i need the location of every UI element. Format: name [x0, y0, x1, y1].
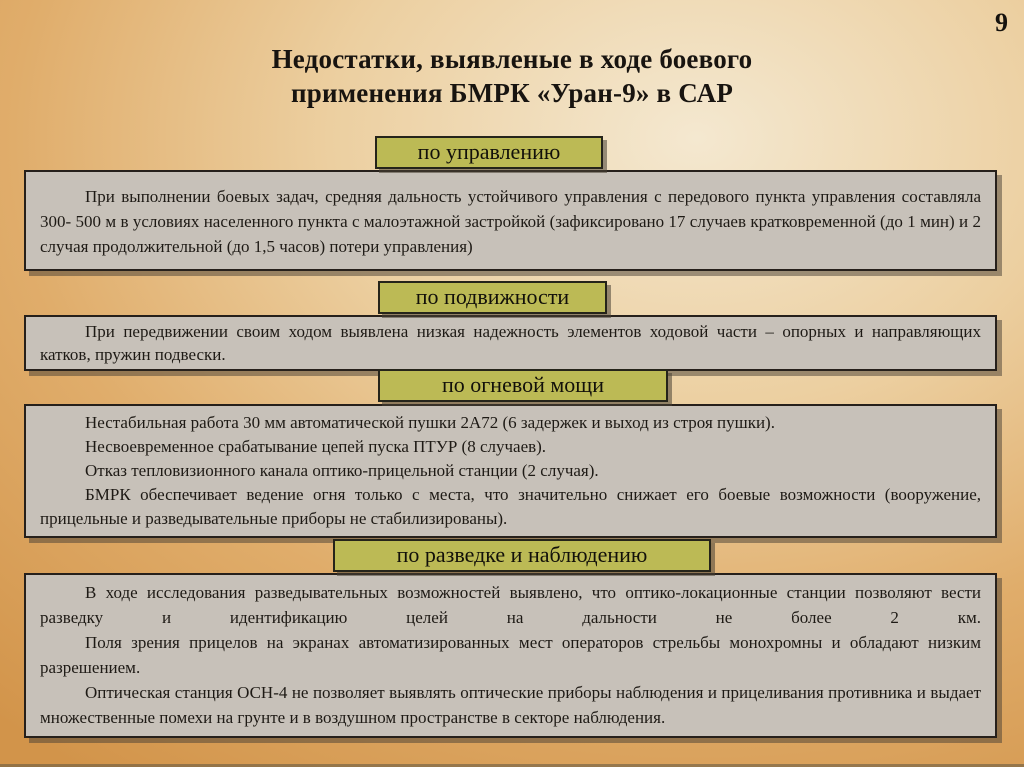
- section-box-control: [24, 170, 997, 271]
- paragraph: Поля зрения прицелов на экранах автоматизированных мест операторов стрельбы монохромны и обладают низким разрешением.: [40, 633, 981, 677]
- paragraph: При выполнении боевых задач, средняя дальность устойчивого управления с передового пункта управления составляла 300- 500 м в условиях населенного пункта с малоэтажной застройкой (зафиксировано 17 случаев кратковременной (до 1 мин) и 2 случая продолжительной (до 1,5 часов) потери управления): [40, 187, 981, 256]
- paragraph: При передвижении своим ходом выявлена низкая надежность элементов ходовой части – опорных и направляющих катков, пружин подвески.: [40, 322, 981, 364]
- section-header-mobility: по подвижности: [378, 281, 607, 314]
- paragraph: В ходе исследования разведывательных возможностей выявлено, что оптико-локационные станции позволяют вести разведку и идентификацию целей на дальности не более 2 км.: [40, 583, 981, 627]
- section-header-control: по управлению: [375, 136, 603, 169]
- slide-title-line2: применения БМРК «Уран-9» в САР: [290, 78, 734, 108]
- page-number: 9: [995, 8, 1008, 37]
- paragraph: Отказ тепловизионного канала оптико-прицельной станции (2 случая).: [85, 461, 599, 480]
- paragraph: БМРК обеспечивает ведение огня только с места, что значительно снижает его боевые возможности (вооружение, прицельные и разведывательные приборы не стабилизированы).: [40, 485, 981, 528]
- section-header-reconnaissance: по разведке и наблюдению: [333, 539, 711, 572]
- section-box-mobility: [24, 315, 997, 371]
- section-box-firepower: [24, 404, 997, 538]
- slide-title-line1: Недостатки, выявленые в ходе боевого: [271, 44, 753, 74]
- section-header-firepower: по огневой мощи: [378, 369, 668, 402]
- section-box-reconnaissance: [24, 573, 997, 738]
- slide-title: [0, 42, 1024, 110]
- paragraph: Несвоевременное срабатывание цепей пуска ПТУР (8 случаев).: [85, 437, 547, 456]
- paragraph: Оптическая станция ОСН-4 не позволяет выявлять оптические приборы наблюдения и прицеливания противника и выдает множественные помехи на грунте и в воздушном пространстве в секторе наблюдения.: [40, 683, 981, 727]
- paragraph: Нестабильная работа 30 мм автоматической пушки 2А72 (6 задержек и выход из строя пушки).: [85, 413, 775, 432]
